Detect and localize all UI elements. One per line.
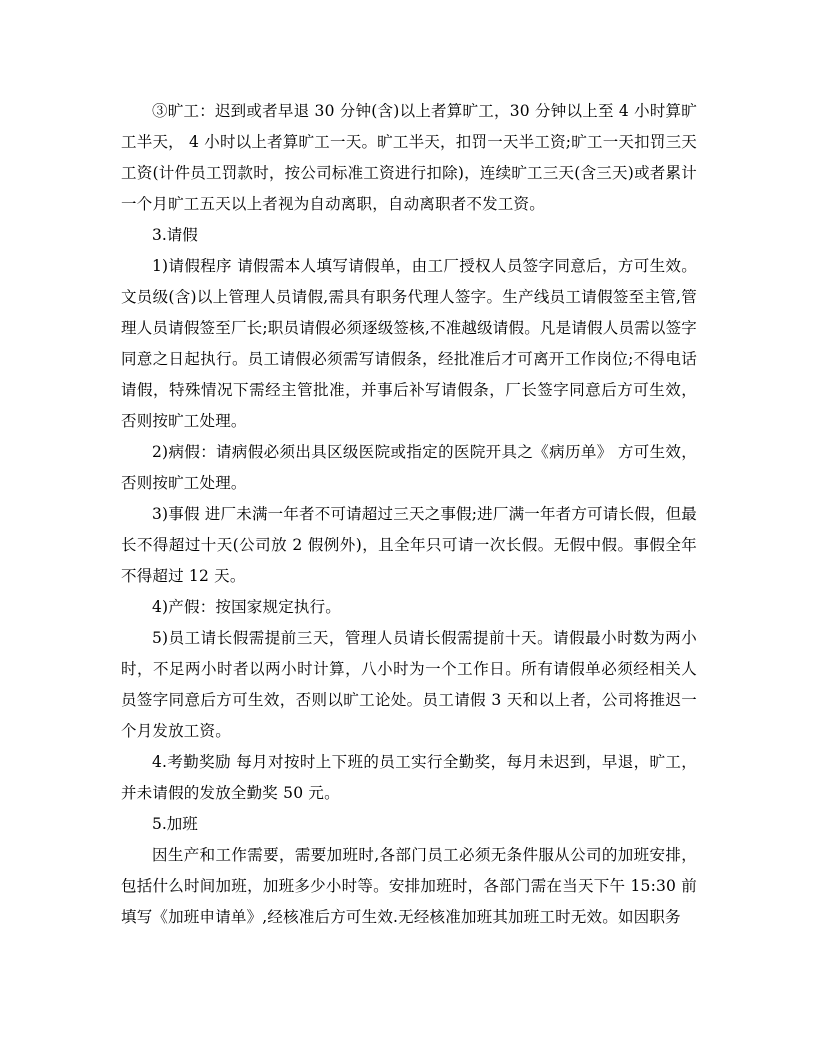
- paragraph-long-leave: 5)员工请长假需提前三天，管理人员请长假需提前十天。请假最小时数为两小时，不足两小时者以两小时计算，八小时为一个工作日。所有请假单必须经相关人员签字同意后方可生效，否则以旷工论处。员工请假 3 天和以上者，公司将推迟一个月发放工资。: [121, 629, 697, 740]
- section-heading-leave: 3.请假: [152, 226, 198, 244]
- paragraph-maternity-leave: 4)产假：按国家规定执行。: [152, 598, 342, 616]
- document-page: [121, 96, 697, 933]
- paragraph-attendance-bonus: 4.考勤奖励 每月对按时上下班的员工实行全勤奖，每月未迟到，早退，旷工，并未请假的发放全勤奖 50 元。: [121, 753, 697, 802]
- section-heading-overtime: 5.加班: [152, 815, 198, 833]
- paragraph-leave-procedure: 1)请假程序 请假需本人填写请假单，由工厂授权人员签字同意后，方可生效。文员级(含)以上管理人员请假,需具有职务代理人签字。生产线员工请假签至主管,管理人员请假签至厂长;职员请假必须逐级签核,不准越级请假。凡是请假人员需以签字同意之日起执行。员工请假必须需写请假条，经批准后才可离开工作岗位;不得电话请假，特殊情况下需经主管批准，并事后补写请假条，厂长签字同意后方可生效，否则按旷工处理。: [121, 257, 697, 430]
- paragraph-sick-leave: 2)病假：请病假必须出具区级医院或指定的医院开具之《病历单》 方可生效，否则按旷工处理。: [121, 443, 697, 492]
- paragraph-overtime: 因生产和工作需要，需要加班时,各部门员工必须无条件服从公司的加班安排，包括什么时间加班，加班多少小时等。安排加班时，各部门需在当天下午 15:30 前填写《加班申请单》,经核准后方可生效.无经核准加班其加班工时无效。如因职务: [121, 846, 697, 926]
- paragraph-absenteeism: ③旷工：迟到或者早退 30 分钟(含)以上者算旷工，30 分钟以上至 4 小时算旷工半天， 4 小时以上者算旷工一天。旷工半天，扣罚一天半工资;旷工一天扣罚三天工资(计件员工罚款时，按公司标准工资进行扣除)，连续旷工三天(含三天)或者累计一个月旷工五天以上者视为自动离职，自动离职者不发工资。: [121, 102, 697, 213]
- paragraph-personal-leave: 3)事假 进厂未满一年者不可请超过三天之事假;进厂满一年者方可请长假，但最长不得超过十天(公司放 2 假例外)，且全年只可请一次长假。无假中假。事假全年不得超过 12 天。: [121, 505, 697, 585]
